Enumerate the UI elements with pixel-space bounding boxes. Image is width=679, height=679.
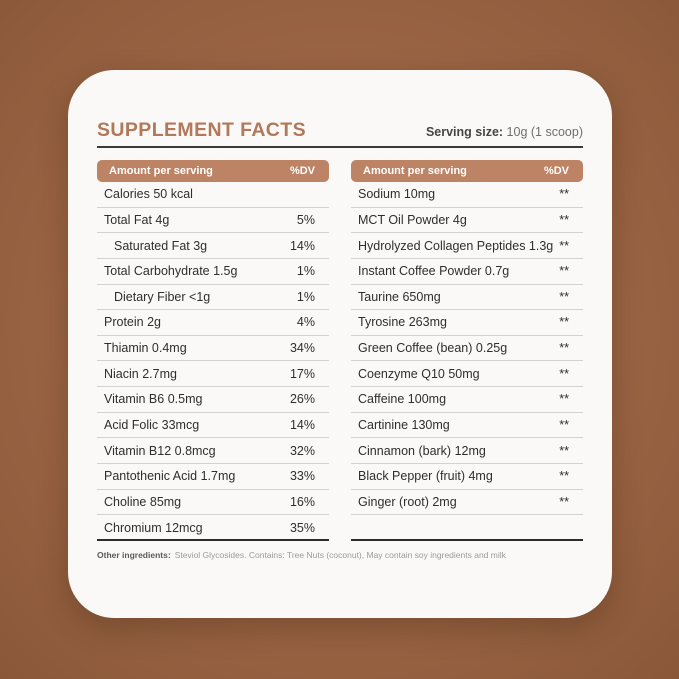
nutrient-dv-value: 17% bbox=[289, 366, 315, 381]
table-row bbox=[97, 438, 329, 464]
nutrient-label: Total Carbohydrate 1.5g bbox=[104, 264, 238, 279]
nutrient-dv-value: ** bbox=[559, 238, 569, 253]
nutrient-dv-value: 1% bbox=[296, 264, 315, 279]
nutrient-dv-value: ** bbox=[559, 289, 569, 304]
nutrient-label: Coenzyme Q10 50mg bbox=[358, 366, 480, 381]
nutrient-label: Niacin 2.7mg bbox=[104, 366, 177, 381]
table-row bbox=[97, 285, 329, 311]
nutrient-label: MCT Oil Powder 4g bbox=[358, 212, 467, 227]
nutrient-dv-value: ** bbox=[559, 366, 569, 381]
nutrient-dv-value: 16% bbox=[289, 494, 315, 509]
column-header-dv: %DV bbox=[543, 165, 569, 177]
table-row bbox=[351, 310, 583, 336]
nutrients-table-left bbox=[97, 160, 329, 541]
table-row bbox=[97, 336, 329, 362]
column-header-amount: Amount per serving bbox=[109, 165, 213, 177]
nutrient-dv-value: ** bbox=[559, 417, 569, 432]
serving-size-value: 10g (1 scoop) bbox=[503, 125, 583, 140]
nutrient-label: Dietary Fiber <1g bbox=[114, 289, 211, 304]
column-header-dv: %DV bbox=[289, 165, 315, 177]
nutrient-label: Green Coffee (bean) 0.25g bbox=[358, 341, 508, 356]
table-row bbox=[351, 490, 583, 516]
table-row bbox=[97, 490, 329, 516]
tables-container bbox=[97, 160, 583, 541]
nutrients-table-right bbox=[351, 160, 583, 541]
nutrient-label: Calories 50 kcal bbox=[104, 187, 193, 202]
table-row bbox=[97, 387, 329, 413]
table-row bbox=[351, 336, 583, 362]
nutrient-dv-value: ** bbox=[559, 392, 569, 407]
nutrient-label: Cinnamon (bark) 12mg bbox=[358, 443, 486, 458]
table-row bbox=[97, 182, 329, 208]
nutrient-label: Acid Folic 33mcg bbox=[104, 417, 200, 432]
other-ingredients-text: Steviol Glycosides. Contains: Tree Nuts (coconut), May contain soy ingredients and milk bbox=[174, 550, 506, 560]
nutrient-dv-value: ** bbox=[559, 264, 569, 279]
table-row bbox=[97, 208, 329, 234]
other-ingredients bbox=[97, 550, 583, 560]
other-ingredients-label: Other ingredients: bbox=[97, 550, 171, 560]
table-header-left bbox=[97, 160, 329, 182]
table-body-right bbox=[351, 182, 583, 541]
nutrient-label: Hydrolyzed Collagen Peptides 1.3g bbox=[358, 238, 554, 253]
table-row bbox=[351, 285, 583, 311]
nutrient-dv-value: 33% bbox=[289, 469, 315, 484]
table-row bbox=[351, 361, 583, 387]
nutrient-label: Instant Coffee Powder 0.7g bbox=[358, 264, 510, 279]
page-title: SUPPLEMENT FACTS bbox=[97, 118, 306, 141]
nutrient-dv-value: ** bbox=[559, 494, 569, 509]
table-row bbox=[351, 464, 583, 490]
nutrient-dv-value: ** bbox=[559, 212, 569, 227]
nutrient-dv-value: ** bbox=[559, 469, 569, 484]
nutrient-label: Vitamin B12 0.8mcg bbox=[104, 443, 216, 458]
table-row bbox=[351, 413, 583, 439]
nutrient-dv-value: 5% bbox=[296, 212, 315, 227]
nutrient-dv-value: ** bbox=[559, 315, 569, 330]
table-row bbox=[97, 464, 329, 490]
table-row bbox=[97, 259, 329, 285]
table-row bbox=[351, 387, 583, 413]
nutrient-dv-value: 1% bbox=[296, 289, 315, 304]
table-row bbox=[97, 233, 329, 259]
serving-size-label: Serving size: bbox=[425, 125, 504, 140]
nutrient-dv-value: 14% bbox=[289, 417, 315, 432]
nutrient-label: Sodium 10mg bbox=[358, 187, 436, 202]
table-row bbox=[351, 438, 583, 464]
nutrient-dv-value: 4% bbox=[296, 315, 315, 330]
nutrient-dv-value: 35% bbox=[289, 520, 315, 535]
table-row bbox=[351, 233, 583, 259]
table-row bbox=[351, 208, 583, 234]
table-row bbox=[97, 361, 329, 387]
supplement-facts-card bbox=[68, 70, 612, 618]
nutrient-dv-value: 34% bbox=[289, 341, 315, 356]
nutrient-label: Taurine 650mg bbox=[358, 289, 441, 304]
serving-size bbox=[426, 126, 583, 140]
nutrient-label: Total Fat 4g bbox=[104, 212, 170, 227]
table-row bbox=[97, 413, 329, 439]
nutrient-dv-value: 32% bbox=[289, 443, 315, 458]
nutrient-label: Protein 2g bbox=[104, 315, 161, 330]
table-row bbox=[351, 182, 583, 208]
nutrient-label: Thiamin 0.4mg bbox=[104, 341, 187, 356]
nutrient-label: Tyrosine 263mg bbox=[358, 315, 447, 330]
nutrient-dv-value: 14% bbox=[289, 238, 315, 253]
nutrient-dv-value: ** bbox=[559, 187, 569, 202]
nutrient-label: Pantothenic Acid 1.7mg bbox=[104, 469, 236, 484]
nutrient-label: Chromium 12mcg bbox=[104, 520, 203, 535]
nutrient-label: Vitamin B6 0.5mg bbox=[104, 392, 203, 407]
nutrient-label: Ginger (root) 2mg bbox=[358, 494, 457, 509]
nutrient-dv-value: 26% bbox=[289, 392, 315, 407]
table-row bbox=[97, 310, 329, 336]
nutrient-dv-value: ** bbox=[559, 341, 569, 356]
nutrient-label: Choline 85mg bbox=[104, 494, 182, 509]
card-header bbox=[97, 70, 583, 148]
column-header-amount: Amount per serving bbox=[363, 165, 467, 177]
nutrient-dv-value: ** bbox=[559, 443, 569, 458]
nutrient-label: Caffeine 100mg bbox=[358, 392, 447, 407]
table-header-right bbox=[351, 160, 583, 182]
table-body-left bbox=[97, 182, 329, 541]
table-row bbox=[97, 515, 329, 541]
nutrient-label: Cartinine 130mg bbox=[358, 417, 450, 432]
table-row bbox=[351, 259, 583, 285]
nutrient-label: Black Pepper (fruit) 4mg bbox=[358, 469, 493, 484]
nutrient-label: Saturated Fat 3g bbox=[114, 238, 208, 253]
